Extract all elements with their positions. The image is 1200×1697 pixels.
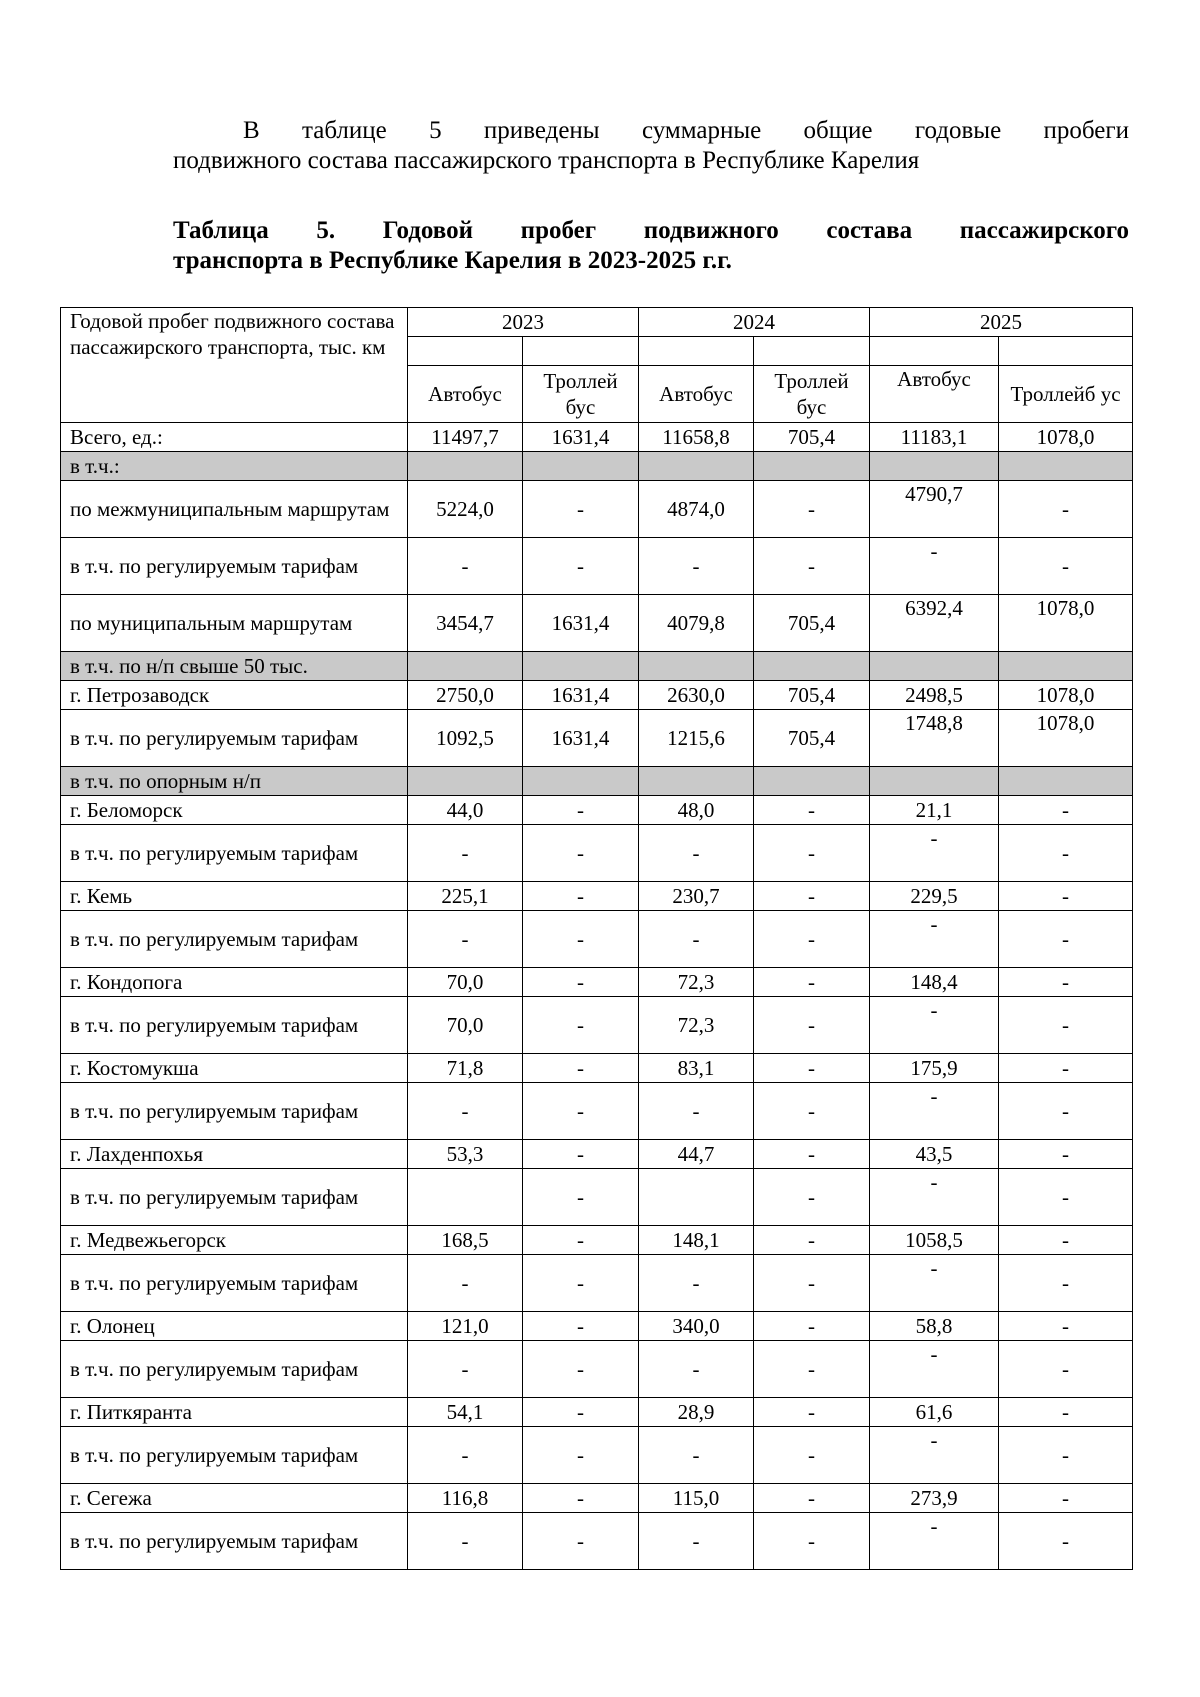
- row-label: в т.ч. по регулируемым тарифам: [61, 997, 408, 1054]
- value-cell: 11658,8: [639, 423, 754, 452]
- value-cell: -: [523, 1083, 639, 1140]
- value-cell: 6392,4: [870, 595, 999, 652]
- value-cell: -: [408, 1341, 523, 1398]
- section-empty-cell: [870, 652, 999, 681]
- table-row: [61, 481, 1133, 538]
- value-cell: -: [870, 1255, 999, 1312]
- table-row: [61, 681, 1133, 710]
- value-cell: 44,7: [639, 1140, 754, 1169]
- row-label: г. Кемь: [61, 882, 408, 911]
- value-cell: -: [523, 1169, 639, 1226]
- table-row: [61, 911, 1133, 968]
- caption-line-2: транспорта в Республике Карелия в 2023-2025 г.г.: [173, 247, 732, 274]
- row-label: по муниципальным маршрутам: [61, 595, 408, 652]
- value-cell: -: [639, 825, 754, 882]
- value-cell: 705,4: [754, 595, 870, 652]
- value-cell: -: [408, 911, 523, 968]
- value-cell: 1748,8: [870, 710, 999, 767]
- table-caption: [173, 216, 1129, 276]
- value-cell: 72,3: [639, 968, 754, 997]
- row-label: в т.ч. по регулируемым тарифам: [61, 538, 408, 595]
- value-cell: -: [754, 1312, 870, 1341]
- header-year-2025: 2025: [870, 308, 1133, 337]
- section-empty-cell: [523, 652, 639, 681]
- value-cell: -: [870, 997, 999, 1054]
- value-cell: -: [754, 1427, 870, 1484]
- header-spacer-cell: [523, 337, 639, 366]
- section-label: в т.ч. по опорным н/п: [61, 767, 408, 796]
- header-row-label: Годовой пробег подвижного состава пассажирского транспорта, тыс. км: [61, 308, 408, 423]
- intro-paragraph: [173, 116, 1129, 176]
- row-label: г. Беломорск: [61, 796, 408, 825]
- value-cell: 83,1: [639, 1054, 754, 1083]
- caption-line-1: Таблица 5. Годовой пробег подвижного состава пассажирского: [173, 217, 1129, 244]
- value-cell: -: [754, 1054, 870, 1083]
- value-cell: -: [999, 1083, 1133, 1140]
- section-empty-cell: [999, 652, 1133, 681]
- value-cell: -: [999, 1341, 1133, 1398]
- value-cell: -: [523, 796, 639, 825]
- table-row: [61, 825, 1133, 882]
- value-cell: 1631,4: [523, 423, 639, 452]
- value-cell: -: [523, 911, 639, 968]
- value-cell: -: [999, 825, 1133, 882]
- intro-line-1: В таблице 5 приведены суммарные общие годовые пробеги: [243, 117, 1129, 144]
- table-row: [61, 1169, 1133, 1226]
- value-cell: 4874,0: [639, 481, 754, 538]
- value-cell: -: [870, 911, 999, 968]
- value-cell: -: [639, 1341, 754, 1398]
- header-spacer-cell: [408, 337, 523, 366]
- row-label: в т.ч. по регулируемым тарифам: [61, 1513, 408, 1570]
- value-cell: 4790,7: [870, 481, 999, 538]
- value-cell: -: [639, 1255, 754, 1312]
- header-spacer-cell: [999, 337, 1133, 366]
- value-cell: 48,0: [639, 796, 754, 825]
- value-cell: -: [408, 1083, 523, 1140]
- value-cell: 230,7: [639, 882, 754, 911]
- value-cell: -: [754, 796, 870, 825]
- value-cell: -: [870, 1083, 999, 1140]
- value-cell: 1078,0: [999, 710, 1133, 767]
- section-empty-cell: [408, 767, 523, 796]
- value-cell: -: [408, 1427, 523, 1484]
- value-cell: 1058,5: [870, 1226, 999, 1255]
- section-empty-cell: [639, 652, 754, 681]
- value-cell: -: [754, 1083, 870, 1140]
- value-cell: 1631,4: [523, 595, 639, 652]
- value-cell: -: [639, 1427, 754, 1484]
- row-label: в т.ч. по регулируемым тарифам: [61, 1341, 408, 1398]
- value-cell: -: [754, 1226, 870, 1255]
- value-cell: -: [754, 1169, 870, 1226]
- value-cell: 148,4: [870, 968, 999, 997]
- header-year-2023: 2023: [408, 308, 639, 337]
- value-cell: 148,1: [639, 1226, 754, 1255]
- header-spacer-cell: [639, 337, 754, 366]
- value-cell: -: [523, 1312, 639, 1341]
- value-cell: -: [408, 825, 523, 882]
- value-cell: -: [999, 1169, 1133, 1226]
- section-empty-cell: [523, 767, 639, 796]
- value-cell: 2750,0: [408, 681, 523, 710]
- value-cell: 340,0: [639, 1312, 754, 1341]
- value-cell: 58,8: [870, 1312, 999, 1341]
- section-row: [61, 452, 1133, 481]
- section-empty-cell: [639, 452, 754, 481]
- row-label: г. Сегежа: [61, 1484, 408, 1513]
- value-cell: 1078,0: [999, 595, 1133, 652]
- value-cell: -: [999, 1513, 1133, 1570]
- table-row: [61, 882, 1133, 911]
- table-row: [61, 1427, 1133, 1484]
- value-cell: -: [999, 1255, 1133, 1312]
- value-cell: 168,5: [408, 1226, 523, 1255]
- value-cell: -: [870, 1341, 999, 1398]
- value-cell: -: [754, 538, 870, 595]
- value-cell: 28,9: [639, 1398, 754, 1427]
- value-cell: -: [523, 1484, 639, 1513]
- table-row: [61, 1398, 1133, 1427]
- value-cell: -: [639, 911, 754, 968]
- value-cell: -: [408, 538, 523, 595]
- value-cell: 4079,8: [639, 595, 754, 652]
- value-cell: -: [523, 538, 639, 595]
- value-cell: -: [870, 1513, 999, 1570]
- table-row: [61, 1140, 1133, 1169]
- value-cell: -: [523, 1398, 639, 1427]
- value-cell: 175,9: [870, 1054, 999, 1083]
- value-cell: -: [999, 997, 1133, 1054]
- value-cell: 43,5: [870, 1140, 999, 1169]
- value-cell: -: [999, 1226, 1133, 1255]
- table-row: [61, 968, 1133, 997]
- value-cell: 115,0: [639, 1484, 754, 1513]
- section-label: в т.ч. по н/п свыше 50 тыс.: [61, 652, 408, 681]
- value-cell: 72,3: [639, 997, 754, 1054]
- value-cell: -: [523, 1513, 639, 1570]
- value-cell: -: [639, 538, 754, 595]
- table-row: [61, 710, 1133, 767]
- value-cell: 21,1: [870, 796, 999, 825]
- header-type-trolley-2023: Троллей бус: [523, 366, 639, 423]
- value-cell: -: [754, 1398, 870, 1427]
- value-cell: -: [870, 1427, 999, 1484]
- header-spacer-cell: [754, 337, 870, 366]
- value-cell: -: [523, 1054, 639, 1083]
- value-cell: 1078,0: [999, 681, 1133, 710]
- table-row: [61, 1083, 1133, 1140]
- value-cell: -: [870, 1169, 999, 1226]
- value-cell: -: [639, 1513, 754, 1570]
- table-row: [61, 1054, 1133, 1083]
- value-cell: -: [999, 1484, 1133, 1513]
- value-cell: -: [754, 481, 870, 538]
- table-row: [61, 595, 1133, 652]
- section-empty-cell: [999, 767, 1133, 796]
- row-label: в т.ч. по регулируемым тарифам: [61, 710, 408, 767]
- value-cell: -: [999, 796, 1133, 825]
- value-cell: [408, 1169, 523, 1226]
- value-cell: 61,6: [870, 1398, 999, 1427]
- value-cell: -: [523, 481, 639, 538]
- value-cell: -: [523, 1427, 639, 1484]
- row-label: в т.ч. по регулируемым тарифам: [61, 1427, 408, 1484]
- header-row-years: [61, 308, 1133, 337]
- value-cell: -: [408, 1513, 523, 1570]
- value-cell: -: [754, 1140, 870, 1169]
- value-cell: 1078,0: [999, 423, 1133, 452]
- row-label: Всего, ед.:: [61, 423, 408, 452]
- mileage-table: [60, 307, 1133, 1570]
- row-label: в т.ч. по регулируемым тарифам: [61, 911, 408, 968]
- table-row: [61, 796, 1133, 825]
- section-empty-cell: [870, 767, 999, 796]
- intro-line-2: подвижного состава пассажирского транспорта в Республике Карелия: [173, 147, 920, 174]
- value-cell: -: [754, 882, 870, 911]
- section-empty-cell: [523, 452, 639, 481]
- header-type-trolley-2025: Троллейб ус: [999, 366, 1133, 423]
- header-type-bus-2025: Автобус: [870, 366, 999, 423]
- value-cell: 71,8: [408, 1054, 523, 1083]
- value-cell: -: [754, 911, 870, 968]
- section-empty-cell: [754, 452, 870, 481]
- value-cell: 70,0: [408, 968, 523, 997]
- table-row: [61, 423, 1133, 452]
- header-year-2024: 2024: [639, 308, 870, 337]
- section-empty-cell: [408, 452, 523, 481]
- value-cell: -: [754, 1484, 870, 1513]
- value-cell: -: [870, 538, 999, 595]
- value-cell: 2630,0: [639, 681, 754, 710]
- row-label: г. Петрозаводск: [61, 681, 408, 710]
- value-cell: 273,9: [870, 1484, 999, 1513]
- section-row: [61, 767, 1133, 796]
- value-cell: -: [639, 1083, 754, 1140]
- value-cell: -: [999, 1054, 1133, 1083]
- row-label: в т.ч. по регулируемым тарифам: [61, 1255, 408, 1312]
- table-row: [61, 997, 1133, 1054]
- section-empty-cell: [754, 767, 870, 796]
- value-cell: -: [999, 911, 1133, 968]
- row-label: г. Костомукша: [61, 1054, 408, 1083]
- table-row: [61, 1341, 1133, 1398]
- table-row: [61, 1513, 1133, 1570]
- row-label: г. Медвежьегорск: [61, 1226, 408, 1255]
- value-cell: 1215,6: [639, 710, 754, 767]
- row-label: по межмуниципальным маршрутам: [61, 481, 408, 538]
- value-cell: 11497,7: [408, 423, 523, 452]
- value-cell: -: [754, 968, 870, 997]
- value-cell: -: [754, 997, 870, 1054]
- table-row: [61, 1484, 1133, 1513]
- row-label: г. Кондопога: [61, 968, 408, 997]
- value-cell: -: [523, 1341, 639, 1398]
- value-cell: -: [523, 1226, 639, 1255]
- value-cell: 11183,1: [870, 423, 999, 452]
- header-type-bus-2024: Автобус: [639, 366, 754, 423]
- table-row: [61, 1255, 1133, 1312]
- value-cell: -: [523, 1140, 639, 1169]
- value-cell: -: [754, 825, 870, 882]
- value-cell: 3454,7: [408, 595, 523, 652]
- value-cell: 116,8: [408, 1484, 523, 1513]
- value-cell: -: [523, 882, 639, 911]
- table-row: [61, 1312, 1133, 1341]
- row-label: г. Питкяранта: [61, 1398, 408, 1427]
- table-row: [61, 1226, 1133, 1255]
- section-empty-cell: [754, 652, 870, 681]
- value-cell: -: [999, 538, 1133, 595]
- row-label: г. Лахденпохья: [61, 1140, 408, 1169]
- value-cell: 5224,0: [408, 481, 523, 538]
- section-label: в т.ч.:: [61, 452, 408, 481]
- value-cell: -: [999, 481, 1133, 538]
- value-cell: 705,4: [754, 710, 870, 767]
- value-cell: -: [999, 968, 1133, 997]
- section-empty-cell: [999, 452, 1133, 481]
- value-cell: -: [408, 1255, 523, 1312]
- value-cell: -: [870, 825, 999, 882]
- value-cell: 229,5: [870, 882, 999, 911]
- value-cell: -: [754, 1255, 870, 1312]
- row-label: в т.ч. по регулируемым тарифам: [61, 1083, 408, 1140]
- value-cell: 1092,5: [408, 710, 523, 767]
- value-cell: -: [754, 1513, 870, 1570]
- row-label: в т.ч. по регулируемым тарифам: [61, 1169, 408, 1226]
- value-cell: -: [999, 1312, 1133, 1341]
- value-cell: -: [999, 1427, 1133, 1484]
- value-cell: -: [523, 1255, 639, 1312]
- value-cell: 225,1: [408, 882, 523, 911]
- table-row: [61, 538, 1133, 595]
- value-cell: -: [523, 997, 639, 1054]
- value-cell: 1631,4: [523, 710, 639, 767]
- value-cell: 70,0: [408, 997, 523, 1054]
- value-cell: -: [999, 1140, 1133, 1169]
- section-empty-cell: [870, 452, 999, 481]
- value-cell: -: [999, 882, 1133, 911]
- header-type-trolley-2024: Троллей бус: [754, 366, 870, 423]
- value-cell: -: [754, 1341, 870, 1398]
- value-cell: 44,0: [408, 796, 523, 825]
- value-cell: 1631,4: [523, 681, 639, 710]
- value-cell: 2498,5: [870, 681, 999, 710]
- value-cell: 121,0: [408, 1312, 523, 1341]
- value-cell: -: [999, 1398, 1133, 1427]
- value-cell: -: [523, 825, 639, 882]
- section-empty-cell: [639, 767, 754, 796]
- section-empty-cell: [408, 652, 523, 681]
- row-label: в т.ч. по регулируемым тарифам: [61, 825, 408, 882]
- section-row: [61, 652, 1133, 681]
- value-cell: 705,4: [754, 423, 870, 452]
- row-label: г. Олонец: [61, 1312, 408, 1341]
- value-cell: 53,3: [408, 1140, 523, 1169]
- value-cell: [639, 1169, 754, 1226]
- header-spacer-cell: [870, 337, 999, 366]
- value-cell: 54,1: [408, 1398, 523, 1427]
- value-cell: 705,4: [754, 681, 870, 710]
- value-cell: -: [523, 968, 639, 997]
- header-type-bus-2023: Автобус: [408, 366, 523, 423]
